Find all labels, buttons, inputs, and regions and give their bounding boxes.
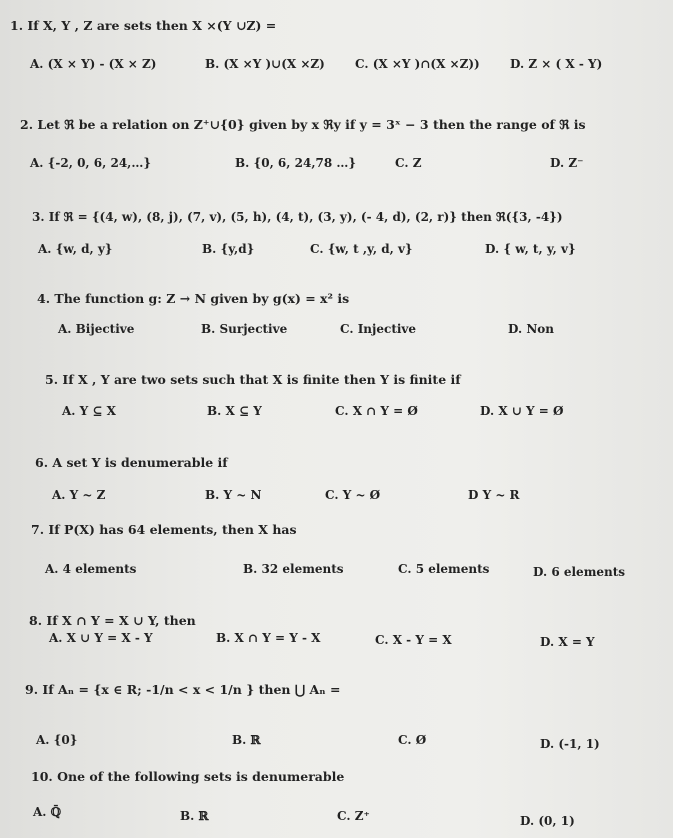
question-9-stem: 9. If Aₙ = {x ∈ R; -1/n < x < 1/n } then ⋃ Aₙ = bbox=[25, 682, 341, 697]
question-7-stem: 7. If P(X) has 64 elements, then X has bbox=[31, 522, 297, 537]
question-1-option-d: D. Z × ( X - Y) bbox=[510, 57, 603, 71]
question-1-option-a: A. (X × Y) - (X × Z) bbox=[30, 57, 157, 71]
question-5-option-b: B. X ⊆ Y bbox=[207, 404, 262, 418]
question-7-option-c: C. 5 elements bbox=[398, 562, 490, 576]
question-2-option-c: C. Z bbox=[395, 156, 422, 170]
question-2-option-d: D. Z⁻ bbox=[550, 156, 584, 170]
question-1-option-c: C. (X ×Y )∩(X ×Z)) bbox=[355, 57, 480, 71]
question-8-stem: 8. If X ∩ Y = X ∪ Y, then bbox=[29, 613, 196, 628]
question-3-option-a: A. {w, d, y} bbox=[38, 242, 113, 256]
question-8-option-c: C. X - Y = X bbox=[375, 633, 452, 647]
question-10-stem: 10. One of the following sets is denumerable bbox=[31, 769, 345, 784]
question-2-option-b: B. {0, 6, 24,78 …} bbox=[235, 156, 357, 170]
question-9-option-a: A. {0} bbox=[36, 733, 78, 747]
question-3-option-b: B. {y,d} bbox=[202, 242, 255, 256]
question-6-stem: 6. A set Y is denumerable if bbox=[35, 455, 228, 470]
question-3-stem: 3. If ℜ = {(4, w), (8, j), (7, v), (5, h), (4, t), (3, y), (- 4, d), (2, r)} then ℜ({3, -4}) bbox=[32, 210, 563, 224]
question-6-option-a: A. Y ~ Z bbox=[52, 488, 106, 502]
question-4-option-c: C. Injective bbox=[340, 322, 417, 336]
question-2-stem: 2. Let ℜ be a relation on Z⁺∪{0} given by x ℜy if y = 3ˣ − 3 then the range of ℜ is bbox=[20, 117, 586, 132]
question-1-option-b: B. (X ×Y )∪(X ×Z) bbox=[205, 57, 325, 71]
question-4-stem: 4. The function g: Z → N given by g(x) = x² is bbox=[37, 291, 350, 306]
question-5-option-d: D. X ∪ Y = Ø bbox=[480, 404, 564, 418]
question-9-option-c: C. Ø bbox=[398, 733, 427, 747]
question-4-option-b: B. Surjective bbox=[201, 322, 288, 336]
question-10-option-a: A. ℚ̄ bbox=[33, 805, 62, 819]
question-6-option-d: D Y ~ R bbox=[468, 488, 520, 502]
question-7-option-b: B. 32 elements bbox=[243, 562, 344, 576]
question-10-option-d: D. (0, 1) bbox=[520, 814, 575, 828]
question-8-option-d: D. X = Y bbox=[540, 635, 595, 649]
question-3-option-c: C. {w, t ,y, d, v} bbox=[310, 242, 413, 256]
question-7-option-d: D. 6 elements bbox=[533, 565, 626, 579]
question-1-stem: 1. If X, Y , Z are sets then X ×(Y ∪Z) = bbox=[10, 18, 277, 33]
question-9-option-d: D. (-1, 1) bbox=[540, 737, 600, 751]
question-2-option-a: A. {-2, 0, 6, 24,…} bbox=[30, 156, 152, 170]
question-5-option-c: C. X ∩ Y = Ø bbox=[335, 404, 418, 418]
question-10-option-c: C. Z⁺ bbox=[337, 809, 370, 823]
question-4-option-d: D. Non bbox=[508, 322, 555, 336]
question-10-option-b: B. ℝ bbox=[180, 809, 209, 823]
question-6-option-b: B. Y ~ N bbox=[205, 488, 262, 502]
question-6-option-c: C. Y ~ Ø bbox=[325, 488, 381, 502]
question-5-option-a: A. Y ⊆ X bbox=[62, 404, 116, 418]
question-8-option-a: A. X ∪ Y = X - Y bbox=[49, 631, 153, 645]
question-7-option-a: A. 4 elements bbox=[45, 562, 137, 576]
question-3-option-d: D. { w, t, y, v} bbox=[485, 242, 576, 256]
question-8-option-b: B. X ∩ Y = Y - X bbox=[216, 631, 321, 645]
question-5-stem: 5. If X , Y are two sets such that X is finite then Y is finite if bbox=[45, 372, 461, 387]
question-4-option-a: A. Bijective bbox=[58, 322, 135, 336]
question-9-option-b: B. ℝ bbox=[232, 733, 261, 747]
